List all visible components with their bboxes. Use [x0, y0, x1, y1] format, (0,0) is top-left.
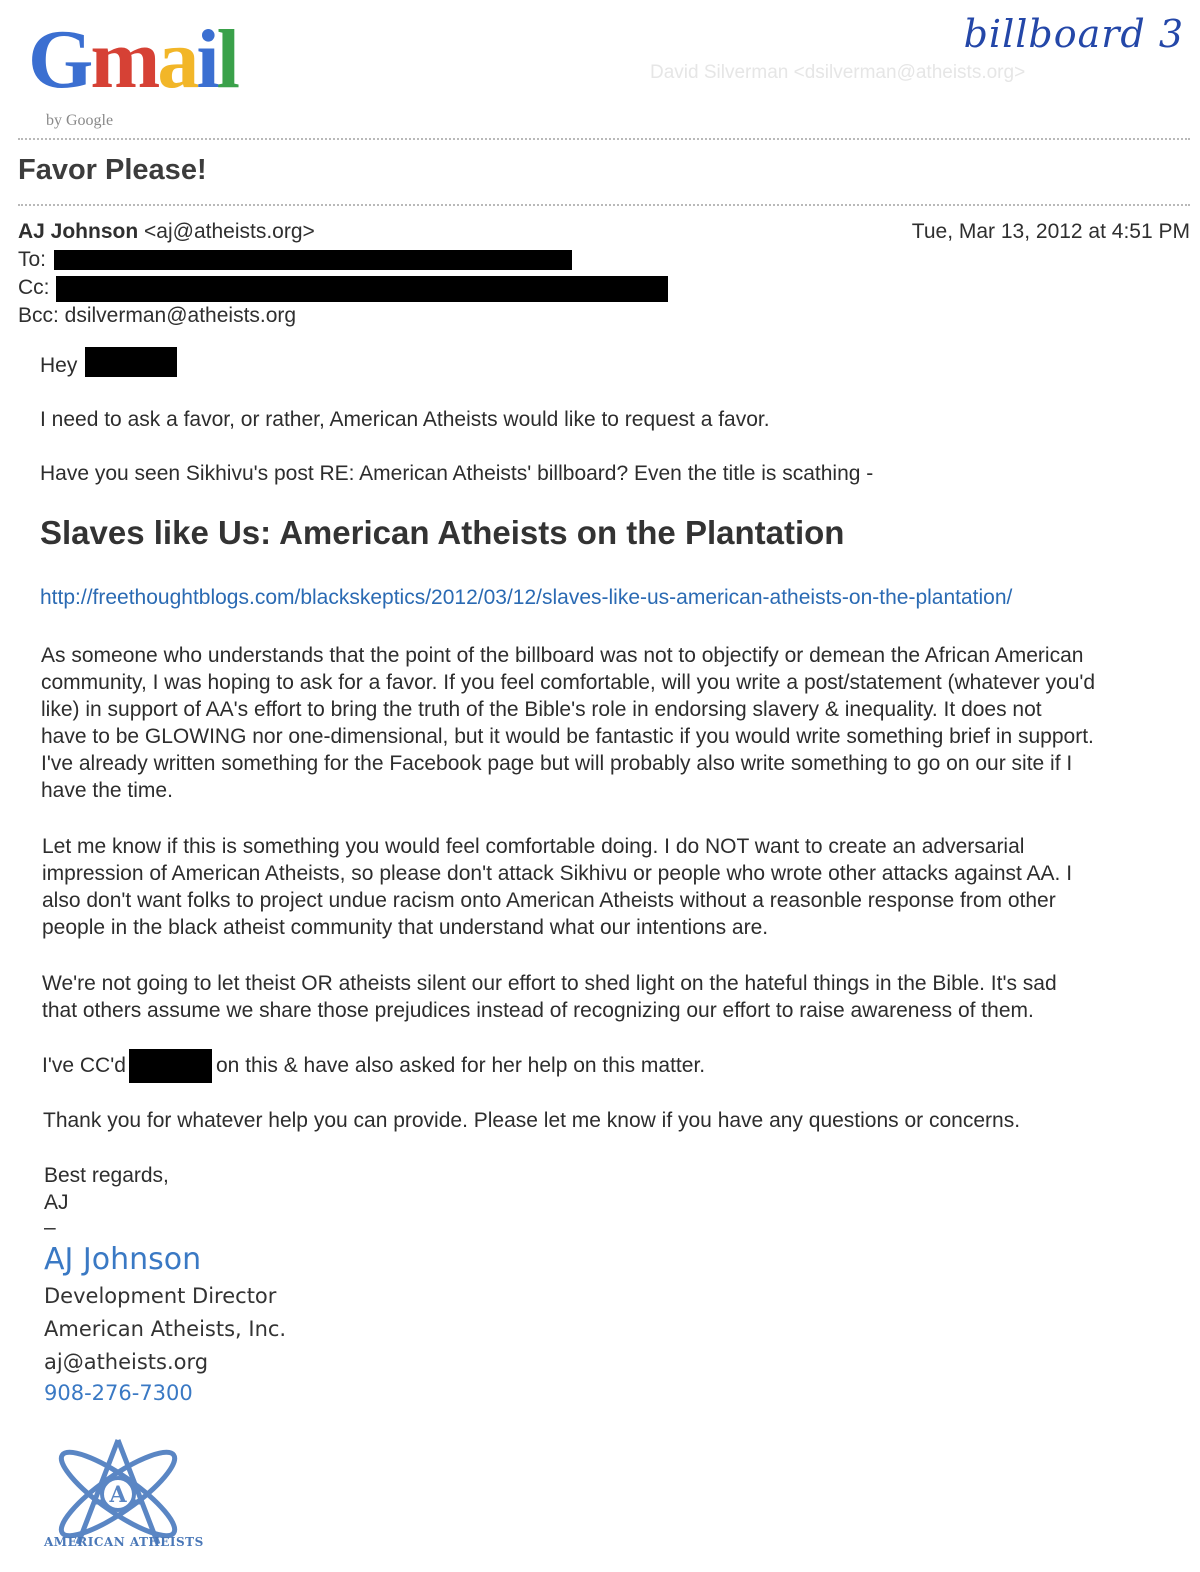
from-email: <aj@atheists.org>	[144, 220, 315, 243]
p4-line: also don't want folks to project undue racism onto American Atheists without a reasonble response from other	[42, 889, 1056, 912]
faint-sender-header: David Silverman <dsilverman@atheists.org>	[650, 62, 1026, 83]
quoted-post-title: Slaves like Us: American Atheists on the Plantation	[40, 514, 845, 551]
to-label: To:	[18, 248, 47, 271]
logo-letter-a: a	[157, 13, 197, 106]
signature-name: AJ Johnson	[44, 1242, 202, 1277]
paragraph-2: Have you seen Sikhivu's post RE: American Atheists' billboard? Even the title is scathing -	[40, 462, 874, 485]
p5-line: that others assume we share those prejudices instead of recognizing our effort to raise awareness of them.	[42, 999, 1034, 1022]
p3-line: like) in support of AA's effort to bring the truth of the Bible's role in endorsing slavery & inequality. It does not	[41, 698, 1042, 721]
redaction-cc	[56, 276, 668, 302]
emblem-caption: AMERICAN ATHEISTS	[44, 1535, 204, 1549]
gmail-logo	[28, 13, 258, 129]
p4-line: Let me know if this is something you would feel comfortable doing. I do NOT want to create an adversarial	[42, 835, 1025, 858]
p5-line: We're not going to let theist OR atheists silent our effort to shed light on the hateful things in the Bible. It's sad	[42, 972, 1057, 995]
redaction-to	[54, 250, 572, 270]
p3-line: community, I was hoping to ask for a favor. If you feel comfortable, will you write a post/statement (whatever you'd	[41, 671, 1096, 694]
paragraph-4	[42, 833, 1072, 941]
logo-letter-g: G	[28, 13, 91, 106]
from-name: AJ Johnson	[18, 220, 139, 243]
paragraph-6-post: on this & have also asked for her help on this matter.	[216, 1054, 706, 1077]
redaction-recipient-name	[85, 347, 177, 377]
logo-letter-l: l	[216, 13, 238, 106]
closing: Best regards,	[44, 1164, 169, 1187]
from-line	[18, 220, 315, 244]
p4-line: people in the black atheist community that understand what our intentions are.	[42, 916, 769, 939]
p3-line: I've already written something for the Facebook page but will probably also write something to go on our site if I	[41, 752, 1073, 775]
header-divider	[18, 138, 1190, 140]
p3-line: have the time.	[41, 779, 173, 802]
email-date: Tue, Mar 13, 2012 at 4:51 PM	[911, 220, 1190, 243]
emblem-letter: A	[109, 1482, 127, 1508]
paragraph-5	[42, 970, 1057, 1024]
p4-line: impression of American Atheists, so please don't attack Sikhivu or people who wrote other attacks against AA. I	[42, 862, 1073, 885]
p3-line: As someone who understands that the point of the billboard was not to objectify or demean the African American	[41, 644, 1084, 667]
subject-divider	[18, 204, 1190, 206]
signature-phone[interactable]: 908-276-7300	[44, 1381, 193, 1405]
closing-name: AJ	[44, 1191, 69, 1214]
paragraph-3	[41, 642, 1095, 804]
paragraph-7: Thank you for whatever help you can provide. Please let me know if you have any questions or concerns.	[43, 1109, 1021, 1132]
p3-line: have to be GLOWING nor one-dimensional, but it would be fantastic if you would write something brief in support.	[41, 725, 1094, 748]
logo-letter-i: i	[196, 13, 217, 106]
post-link[interactable]: http://freethoughtblogs.com/blackskeptics/2012/03/12/slaves-like-us-american-atheists-on-the-plantation/	[40, 586, 1013, 609]
signature-title: Development Director	[44, 1284, 277, 1308]
logo-letter-m: m	[90, 13, 158, 106]
paragraph-1: I need to ask a favor, or rather, American Atheists would like to request a favor.	[40, 408, 770, 431]
paragraph-6-pre: I've CC'd	[42, 1054, 126, 1077]
greeting: Hey	[40, 354, 78, 377]
gmail-wordmark	[28, 13, 238, 106]
signature-org: American Atheists, Inc.	[44, 1317, 287, 1341]
bcc-line: Bcc: dsilverman@atheists.org	[18, 304, 297, 327]
logo-byline: by Google	[46, 112, 114, 129]
handwritten-note: billboard 3	[963, 12, 1184, 56]
signature-dash: –	[44, 1216, 56, 1239]
redaction-cc-name	[129, 1049, 212, 1083]
email-subject: Favor Please!	[18, 154, 207, 186]
signature-email[interactable]: aj@atheists.org	[44, 1350, 209, 1374]
cc-label: Cc:	[18, 276, 50, 299]
